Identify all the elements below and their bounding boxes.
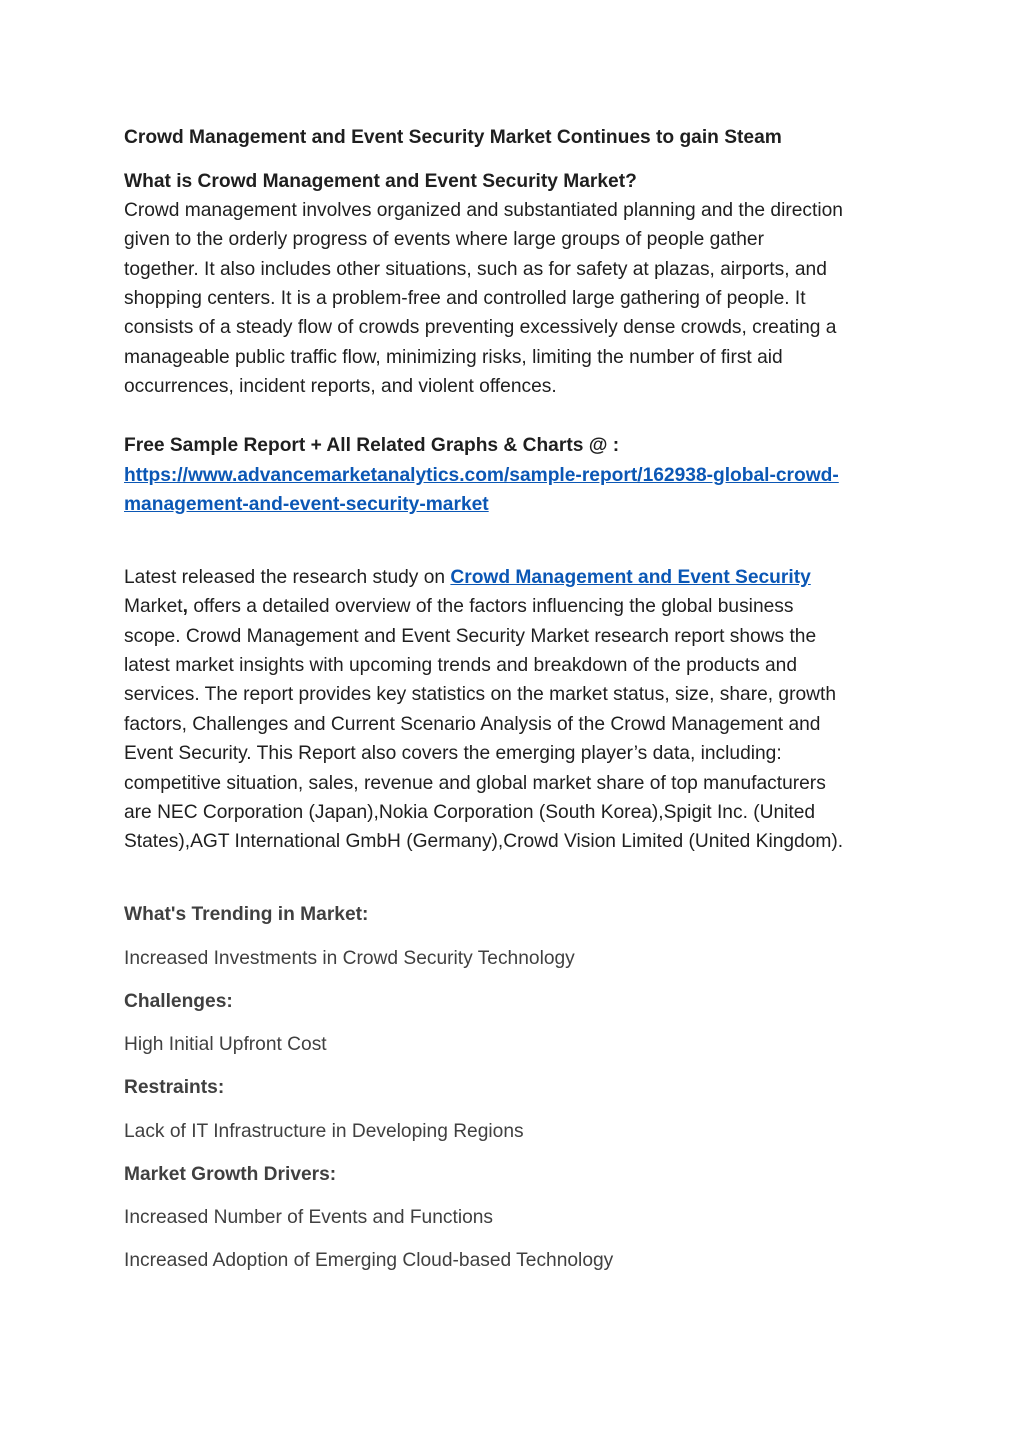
sample-report-link-cont[interactable]	[124, 493, 489, 517]
paragraph-line: services. The report provides key statistics on the market status, size, share, growth	[124, 684, 837, 705]
paragraph-line: together. It also includes other situations, such as for safety at plazas, airports, and	[124, 259, 827, 280]
paragraph-line: States),AGT International GmbH (Germany),Crowd Vision Limited (United Kingdom).	[124, 831, 844, 852]
challenges-text: High Initial Upfront Cost	[124, 1034, 327, 1055]
paragraph-line: shopping centers. It is a problem-free and controlled large gathering of people. It	[124, 288, 806, 309]
document-title: Crowd Management and Event Security Market Continues to gain Steam	[124, 127, 782, 148]
paragraph-line: scope. Crowd Management and Event Security Market research report shows the	[124, 626, 817, 647]
sample-report-url-line2[interactable]: management-and-event-security-market	[124, 494, 489, 515]
study-intro-prefix: Latest released the research study on	[124, 567, 451, 588]
trending-heading: What's Trending in Market:	[124, 904, 369, 925]
paragraph-line: Event Security. This Report also covers the emerging player’s data, including:	[124, 743, 782, 764]
drivers-item: Increased Number of Events and Functions	[124, 1207, 494, 1228]
section-heading-what-is: What is Crowd Management and Event Security Market?	[124, 171, 637, 192]
trending-text: Increased Investments in Crowd Security Technology	[124, 948, 575, 969]
restraints-heading: Restraints:	[124, 1077, 225, 1098]
paragraph-line: factors, Challenges and Current Scenario Analysis of the Crowd Management and	[124, 714, 821, 735]
bold-comma: ,	[182, 596, 188, 617]
paragraph-line: manageable public traffic flow, minimizing risks, limiting the number of first aid	[124, 347, 783, 368]
paragraph-line: Crowd management involves organized and substantiated planning and the direction	[124, 200, 843, 221]
paragraph-line: given to the orderly progress of events where large groups of people gather	[124, 229, 764, 250]
paragraph-line-rest: offers a detailed overview of the factors influencing the global business	[187, 596, 794, 617]
study-intro-line	[124, 566, 811, 590]
paragraph-line: consists of a steady flow of crowds preventing excessively dense crowds, creating a	[124, 317, 837, 338]
challenges-heading: Challenges:	[124, 991, 233, 1012]
paragraph-line: competitive situation, sales, revenue and global market share of top manufacturers	[124, 773, 826, 794]
paragraph-line	[124, 595, 793, 619]
sample-report-heading: Free Sample Report + All Related Graphs & Charts @ :	[124, 435, 620, 456]
sample-report-link[interactable]	[124, 464, 839, 488]
paragraph-line: occurrences, incident reports, and violent offences.	[124, 376, 557, 397]
market-word: Market	[124, 596, 183, 617]
restraints-text: Lack of IT Infrastructure in Developing Regions	[124, 1121, 524, 1142]
drivers-heading: Market Growth Drivers:	[124, 1164, 337, 1185]
sample-report-url-line1[interactable]: https://www.advancemarketanalytics.com/sample-report/162938-global-crowd-	[124, 465, 839, 486]
paragraph-line: latest market insights with upcoming trends and breakdown of the products and	[124, 655, 798, 676]
drivers-item: Increased Adoption of Emerging Cloud-based Technology	[124, 1250, 614, 1271]
crowd-management-link[interactable]: Crowd Management and Event Security	[450, 567, 811, 588]
paragraph-line: are NEC Corporation (Japan),Nokia Corporation (South Korea),Spigit Inc. (United	[124, 802, 816, 823]
